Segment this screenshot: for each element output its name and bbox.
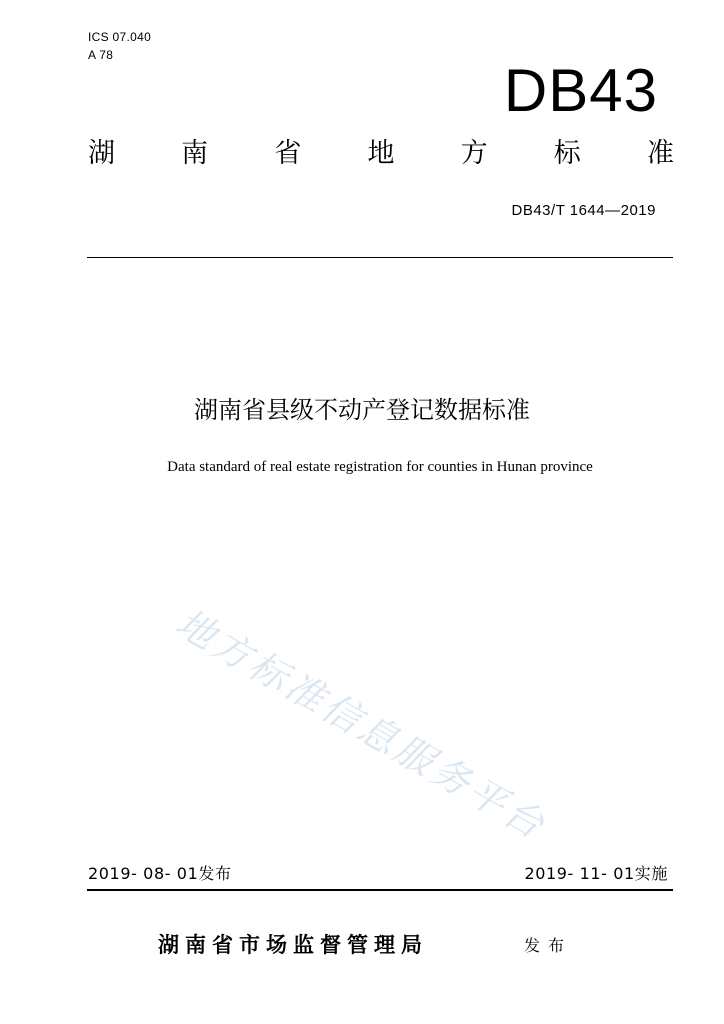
title-char: 湖 (88, 138, 115, 169)
watermark-text: 地方标准信息服务平台 (168, 600, 555, 849)
standard-category-title (88, 136, 674, 172)
footer-divider (87, 889, 673, 891)
issuing-authority: 湖南省市场监督管理局 (158, 933, 428, 957)
title-char: 方 (460, 138, 488, 169)
title-char: 省 (274, 138, 302, 169)
title-char: 准 (646, 138, 674, 169)
title-char: 标 (553, 138, 581, 169)
standard-prefix-code: DB43 (503, 57, 658, 124)
document-title: 湖南省县级不动产登记数据标准 (194, 396, 530, 424)
publish-date: 2019- 08- 01发布 (88, 864, 232, 883)
header-divider (87, 257, 673, 258)
standard-number: DB43/T 1644—2019 (511, 202, 656, 219)
title-char: 南 (181, 138, 209, 169)
ics-code: ICS 07.040 (88, 30, 152, 44)
issue-label: 发布 (524, 936, 573, 955)
ccs-code: A 78 (88, 48, 114, 62)
document-title-english: Data standard of real estate registration for counties in Hunan province (167, 459, 593, 475)
title-char: 地 (367, 138, 395, 169)
implement-date: 2019- 11- 01实施 (524, 864, 668, 883)
